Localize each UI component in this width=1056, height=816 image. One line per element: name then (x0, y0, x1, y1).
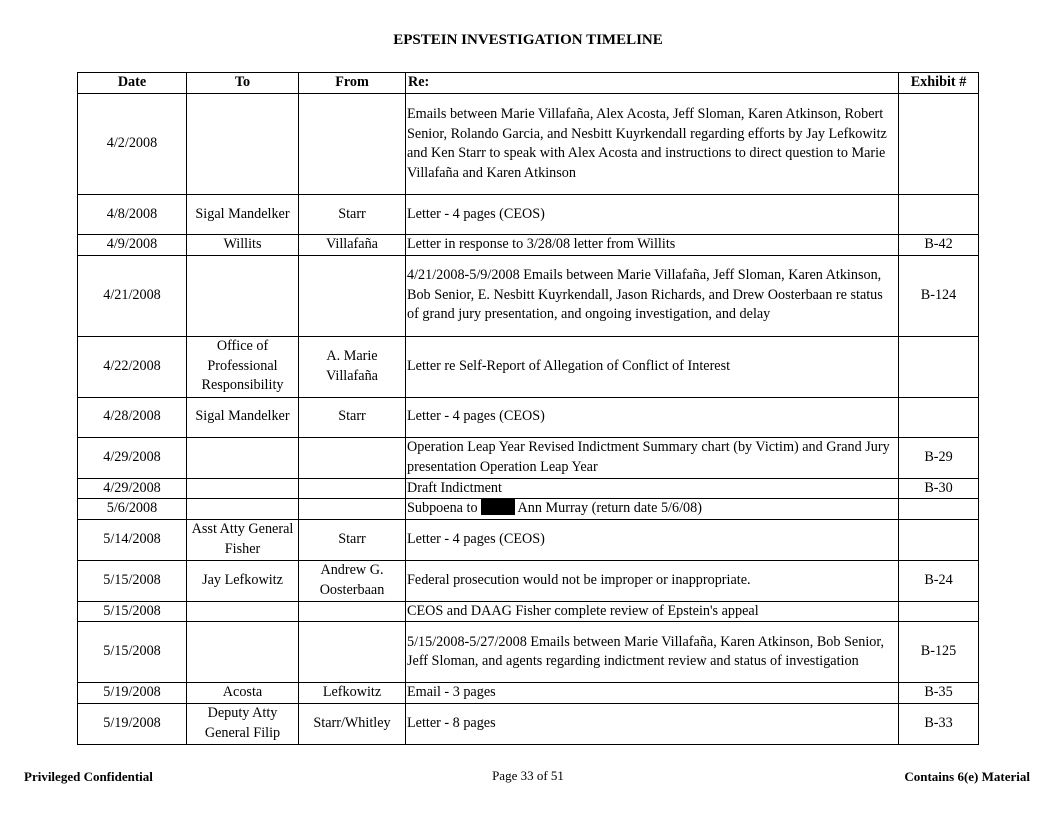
exhibit-cell (899, 195, 979, 235)
exhibit-cell (899, 336, 979, 397)
from-cell (299, 94, 406, 195)
table-row (78, 397, 979, 437)
from-cell (299, 478, 406, 499)
to-cell (187, 255, 299, 336)
re-cell: CEOS and DAAG Fisher complete review of Epstein's appeal (406, 601, 899, 622)
date-cell: 5/19/2008 (78, 703, 187, 744)
to-cell: Sigal Mandelker (187, 397, 299, 437)
exhibit-cell: B-29 (899, 437, 979, 478)
re-cell: Letter re Self-Report of Allegation of Conflict of Interest (406, 336, 899, 397)
from-cell: Starr/Whitley (299, 703, 406, 744)
re-cell (406, 499, 899, 520)
re-cell: Letter - 4 pages (CEOS) (406, 397, 899, 437)
table-row (78, 703, 979, 744)
date-cell: 4/2/2008 (78, 94, 187, 195)
date-cell: 5/15/2008 (78, 560, 187, 601)
date-cell: 4/9/2008 (78, 235, 187, 256)
to-cell (187, 437, 299, 478)
exhibit-cell: B-35 (899, 683, 979, 704)
re-cell: Emails between Marie Villafaña, Alex Acosta, Jeff Sloman, Karen Atkinson, Robert Senior, Rolando Garcia, and Nesbitt Kuyrkendall regarding efforts by Jay Lefkowitz and Ken Starr to speak with Alex Acosta and instructions to direct question to Marie Villafaña and Karen Atkinson (406, 94, 899, 195)
re-cell: 4/21/2008-5/9/2008 Emails between Marie Villafaña, Jeff Sloman, Karen Atkinson, Bob Senior, E. Nesbitt Kuyrkendall, Jason Richards, and Drew Oosterbaan re status of grand jury presentation, and ongoing investigation, and delay (406, 255, 899, 336)
exhibit-cell (899, 499, 979, 520)
table-row (78, 499, 979, 520)
to-cell (187, 478, 299, 499)
date-cell: 4/22/2008 (78, 336, 187, 397)
to-cell: Willits (187, 235, 299, 256)
table-row (78, 683, 979, 704)
from-cell (299, 437, 406, 478)
re-cell: Draft Indictment (406, 478, 899, 499)
footer-material-label: Contains 6(e) Material (904, 769, 1030, 784)
exhibit-cell (899, 601, 979, 622)
table-row (78, 437, 979, 478)
table-row (78, 560, 979, 601)
table-row (78, 601, 979, 622)
to-cell: Deputy Atty General Filip (187, 703, 299, 744)
table-row (78, 336, 979, 397)
from-cell: Andrew G. Oosterbaan (299, 560, 406, 601)
exhibit-cell: B-125 (899, 622, 979, 683)
to-cell: Asst Atty General Fisher (187, 519, 299, 560)
table-row (78, 478, 979, 499)
from-cell: Starr (299, 195, 406, 235)
re-cell: Letter - 4 pages (CEOS) (406, 519, 899, 560)
footer-privileged-label: Privileged Confidential (24, 769, 153, 784)
date-cell: 5/15/2008 (78, 601, 187, 622)
column-header-re: Re: (406, 73, 899, 94)
date-cell: 4/29/2008 (78, 478, 187, 499)
document-title: EPSTEIN INVESTIGATION TIMELINE (393, 32, 663, 48)
to-cell: Acosta (187, 683, 299, 704)
exhibit-cell: B-30 (899, 478, 979, 499)
timeline-table (77, 72, 979, 745)
date-cell: 5/19/2008 (78, 683, 187, 704)
to-cell: Jay Lefkowitz (187, 560, 299, 601)
re-text-before: Subpoena to (407, 500, 478, 516)
column-header-to: To (187, 73, 299, 94)
from-cell: Lefkowitz (299, 683, 406, 704)
from-cell (299, 622, 406, 683)
exhibit-cell: B-24 (899, 560, 979, 601)
to-cell: Sigal Mandelker (187, 195, 299, 235)
re-cell: Federal prosecution would not be improper or inappropriate. (406, 560, 899, 601)
table-row (78, 622, 979, 683)
redaction-block (481, 499, 515, 515)
exhibit-cell: B-42 (899, 235, 979, 256)
exhibit-cell (899, 94, 979, 195)
from-cell: Starr (299, 519, 406, 560)
to-cell (187, 622, 299, 683)
column-header-from: From (299, 73, 406, 94)
exhibit-cell: B-124 (899, 255, 979, 336)
to-cell (187, 601, 299, 622)
page-number: Page 33 of 51 (492, 768, 564, 783)
re-cell: 5/15/2008-5/27/2008 Emails between Marie Villafaña, Karen Atkinson, Bob Senior, Jeff Sloman, and agents regarding indictment review and status of investigation (406, 622, 899, 683)
date-cell: 4/28/2008 (78, 397, 187, 437)
date-cell: 5/14/2008 (78, 519, 187, 560)
re-cell: Letter - 8 pages (406, 703, 899, 744)
table-row (78, 255, 979, 336)
from-cell (299, 601, 406, 622)
from-cell: Villafaña (299, 235, 406, 256)
column-header-exhibit: Exhibit # (899, 73, 979, 94)
re-text-after: Ann Murray (return date 5/6/08) (517, 500, 702, 516)
from-cell (299, 499, 406, 520)
to-cell: Office of Professional Responsibility (187, 336, 299, 397)
to-cell (187, 94, 299, 195)
to-cell (187, 499, 299, 520)
re-cell: Letter in response to 3/28/08 letter from Willits (406, 235, 899, 256)
from-cell: A. Marie Villafaña (299, 336, 406, 397)
table-row (78, 94, 979, 195)
from-cell: Starr (299, 397, 406, 437)
exhibit-cell (899, 397, 979, 437)
from-cell (299, 255, 406, 336)
re-cell: Letter - 4 pages (CEOS) (406, 195, 899, 235)
table-row (78, 235, 979, 256)
re-cell: Operation Leap Year Revised Indictment Summary chart (by Victim) and Grand Jury presentation Operation Leap Year (406, 437, 899, 478)
date-cell: 5/15/2008 (78, 622, 187, 683)
column-header-date: Date (78, 73, 187, 94)
re-cell: Email - 3 pages (406, 683, 899, 704)
table-row (78, 195, 979, 235)
date-cell: 5/6/2008 (78, 499, 187, 520)
exhibit-cell: B-33 (899, 703, 979, 744)
table-row (78, 519, 979, 560)
date-cell: 4/8/2008 (78, 195, 187, 235)
exhibit-cell (899, 519, 979, 560)
date-cell: 4/29/2008 (78, 437, 187, 478)
header-row (78, 73, 979, 94)
date-cell: 4/21/2008 (78, 255, 187, 336)
